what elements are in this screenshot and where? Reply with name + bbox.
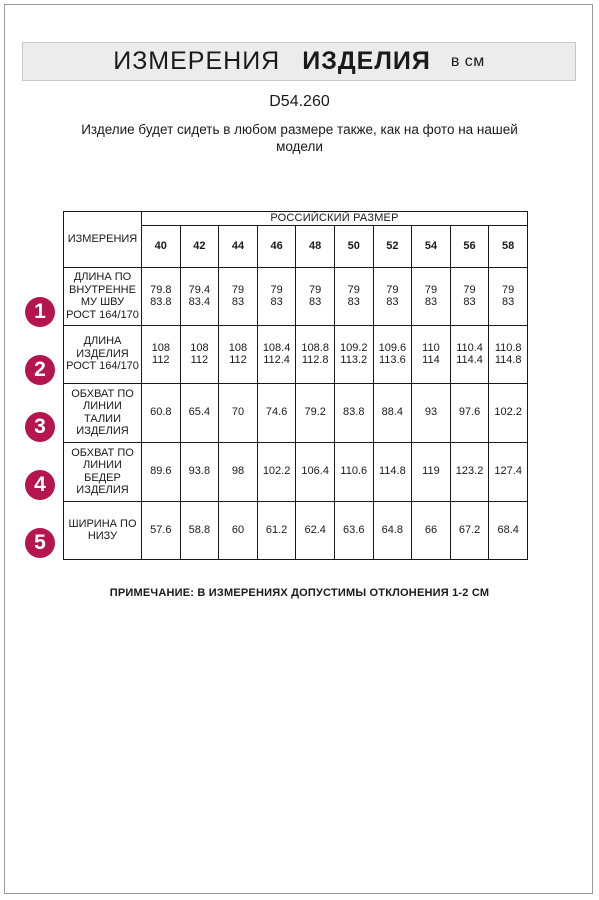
value-line: 58.8 [188,523,211,536]
value-line: 61.2 [265,523,288,536]
measurement-label-line: БЕДЕР [84,471,121,484]
value-cell [257,267,296,325]
value-cell [489,442,528,501]
value-cell [257,325,296,383]
measurement-label-line: МУ ШВУ [80,296,125,308]
row-number-badge-3: 3 [25,412,55,442]
value-line: 74.6 [265,406,288,419]
value-cell [219,501,258,559]
value-cell [219,442,258,501]
value-line: 102.2 [494,406,522,419]
value-cell [450,325,489,383]
value-line: 93 [424,406,438,419]
value-cell [373,442,412,501]
value-line: 79 [347,283,360,296]
value-cell [180,501,219,559]
value-cell [412,383,451,442]
row-number-badge-2: 2 [25,355,55,385]
value-line: 108 [228,341,248,354]
value-cell [180,325,219,383]
table-header-row [64,212,528,226]
value-cell [334,501,373,559]
value-cell [257,501,296,559]
value-cell [142,325,181,383]
value-line: 83 [502,296,515,308]
size-header-cell: 40 [142,225,181,267]
value-line: 68.4 [497,523,519,536]
measurement-label-line: ШИРИНА ПО [68,517,137,530]
size-header-cell: 54 [412,225,451,267]
value-line: 106.4 [301,465,329,478]
value-cell [180,442,219,501]
size-header-cell: 56 [450,225,489,267]
value-line: 113.6 [379,354,406,366]
value-line: 60 [231,523,245,536]
measurement-label-line: ОБХВАТ ПО [71,387,134,400]
size-header-cell: 48 [296,225,335,267]
value-cell [257,442,296,501]
value-cell [412,267,451,325]
size-header-cell: 44 [219,225,258,267]
value-line: 112 [229,354,247,366]
value-cell [450,267,489,325]
value-cell [142,267,181,325]
value-line: 97.6 [458,406,481,419]
value-cell [489,383,528,442]
value-cell [219,383,258,442]
value-cell [334,325,373,383]
title-bar [22,42,576,81]
value-cell [296,383,335,442]
value-cell [412,442,451,501]
value-line: 108 [190,341,209,354]
tolerance-note: ПРИМЕЧАНИЕ: В ИЗМЕРЕНИЯХ ДОПУСТИМЫ ОТКЛОНЕНИЯ 1-2 СМ [109,587,490,599]
value-line: 114.8 [379,465,406,478]
value-cell [142,501,181,559]
value-line: 110 [422,341,440,354]
value-cell [450,442,489,501]
value-line: 114 [422,354,440,366]
value-line: 60.8 [150,406,172,419]
value-line: 110.4 [456,341,483,354]
value-line: 108 [151,341,170,354]
value-line: 110.6 [340,465,368,478]
table-row [64,442,528,501]
value-line: 79.8 [150,283,172,296]
value-cell [296,442,335,501]
value-cell [373,325,412,383]
value-cell [142,442,181,501]
value-line: 113.2 [340,354,368,366]
value-line: 98 [231,465,245,478]
measurement-label-line: РОСТ 164/170 [66,308,139,321]
measurement-label [64,442,142,501]
value-line: 79 [424,283,438,296]
value-cell [412,325,451,383]
value-cell [257,383,296,442]
size-header-cell: 52 [373,225,412,267]
measurement-label [64,267,142,325]
measurements-header: ИЗМЕРЕНИЯ [64,212,142,268]
value-line: 62.4 [304,523,326,536]
measurement-label-line: ВНУТРЕННЕ [69,283,136,296]
measurement-label-line: ДЛИНА ПО [73,271,132,283]
value-line: 114.4 [456,354,483,366]
row-number-badge-1: 1 [25,297,55,327]
value-line: 70 [231,406,245,419]
table-row [64,267,528,325]
value-cell [489,325,528,383]
row-number-badge-4: 4 [25,470,55,500]
value-line: 109.2 [340,341,368,354]
value-line: 83 [463,296,476,308]
value-cell [334,383,373,442]
value-line: 83.8 [150,296,172,308]
value-line: 93.8 [188,465,211,478]
value-line: 89.6 [150,465,172,478]
value-line: 108.4 [262,341,291,354]
measurement-label-line: ДЛИНА [83,335,122,348]
value-line: 83 [386,296,399,308]
value-cell [296,267,335,325]
value-line: 112.4 [263,354,290,366]
value-cell [334,267,373,325]
value-line: 119 [422,465,440,478]
value-line: 79 [502,283,515,296]
value-line: 64.8 [381,523,404,536]
measurement-label-line: ИЗДЕЛИЯ [76,484,129,496]
table-row [64,325,528,383]
value-cell [373,383,412,442]
value-cell [219,267,258,325]
value-line: 83 [309,296,322,308]
table-row [64,501,528,559]
value-line: 112 [190,354,209,366]
measurement-label-line: ИЗДЕЛИЯ [76,425,129,437]
value-line: 114.8 [494,354,522,366]
value-line: 110.8 [494,341,522,354]
value-cell [450,501,489,559]
value-cell [489,501,528,559]
measurement-label [64,383,142,442]
measurement-label-line: ИЗДЕЛИЯ [76,347,129,360]
value-line: 83.8 [343,406,365,419]
value-cell [219,325,258,383]
value-line: 102.2 [262,465,291,478]
value-line: 83 [231,296,245,308]
row-number-badge-5: 5 [25,528,55,558]
value-cell [180,267,219,325]
size-header-cell: 42 [180,225,219,267]
value-line: 83 [270,296,283,308]
value-cell [373,267,412,325]
value-line: 83.4 [188,296,211,308]
measurement-label-line: ТАЛИИ [84,412,121,425]
value-line: 108.8 [301,341,329,354]
product-code: D54.260 [269,93,330,110]
measurement-label [64,325,142,383]
value-line: 79.2 [304,406,326,419]
size-header-cell: 58 [489,225,528,267]
measurement-label-line: ОБХВАТ ПО [71,446,134,459]
value-cell [296,325,335,383]
value-line: 79 [231,283,245,296]
value-line: 109.6 [378,341,407,354]
value-line: 112.8 [301,354,329,366]
measurement-label-line: ЛИНИИ [83,400,122,412]
value-line: 127.4 [494,465,522,478]
measurement-label-line: НИЗУ [87,530,118,542]
value-line: 67.2 [458,523,481,536]
value-cell [450,383,489,442]
russian-size-header: РОССИЙСКИЙ РАЗМЕР [142,212,528,226]
value-cell [180,383,219,442]
value-cell [489,267,528,325]
value-line: 63.6 [343,523,365,536]
size-table [63,211,528,560]
value-cell [373,501,412,559]
value-line: 112 [152,354,170,366]
value-line: 123.2 [455,465,484,478]
value-line: 57.6 [150,523,172,536]
table-row [64,383,528,442]
title-measurements: ИЗМЕРЕНИЯ [113,47,281,75]
value-line: 65.4 [188,406,211,419]
measurement-label-line: РОСТ 164/170 [66,360,139,373]
measurement-label [64,501,142,559]
value-line: 79.4 [188,283,211,296]
size-header-cell: 46 [257,225,296,267]
value-cell [412,501,451,559]
value-line: 83 [347,296,360,308]
value-cell [334,442,373,501]
value-cell [296,501,335,559]
value-line: 79 [309,283,322,296]
value-cell [142,383,181,442]
fit-note: Изделие будет сидеть в любом размере также, как на фото на нашей модели [81,122,518,154]
value-line: 79 [463,283,476,296]
size-table-body [64,212,528,560]
measurement-label-line: ЛИНИИ [83,459,122,471]
size-header-cell: 50 [334,225,373,267]
title-product: ИЗДЕЛИЯ [302,47,431,75]
value-line: 79 [270,283,283,296]
title-unit: в см [450,52,485,70]
value-line: 83 [424,296,438,308]
value-line: 66 [424,523,438,536]
value-line: 79 [386,283,399,296]
value-line: 88.4 [381,406,404,419]
